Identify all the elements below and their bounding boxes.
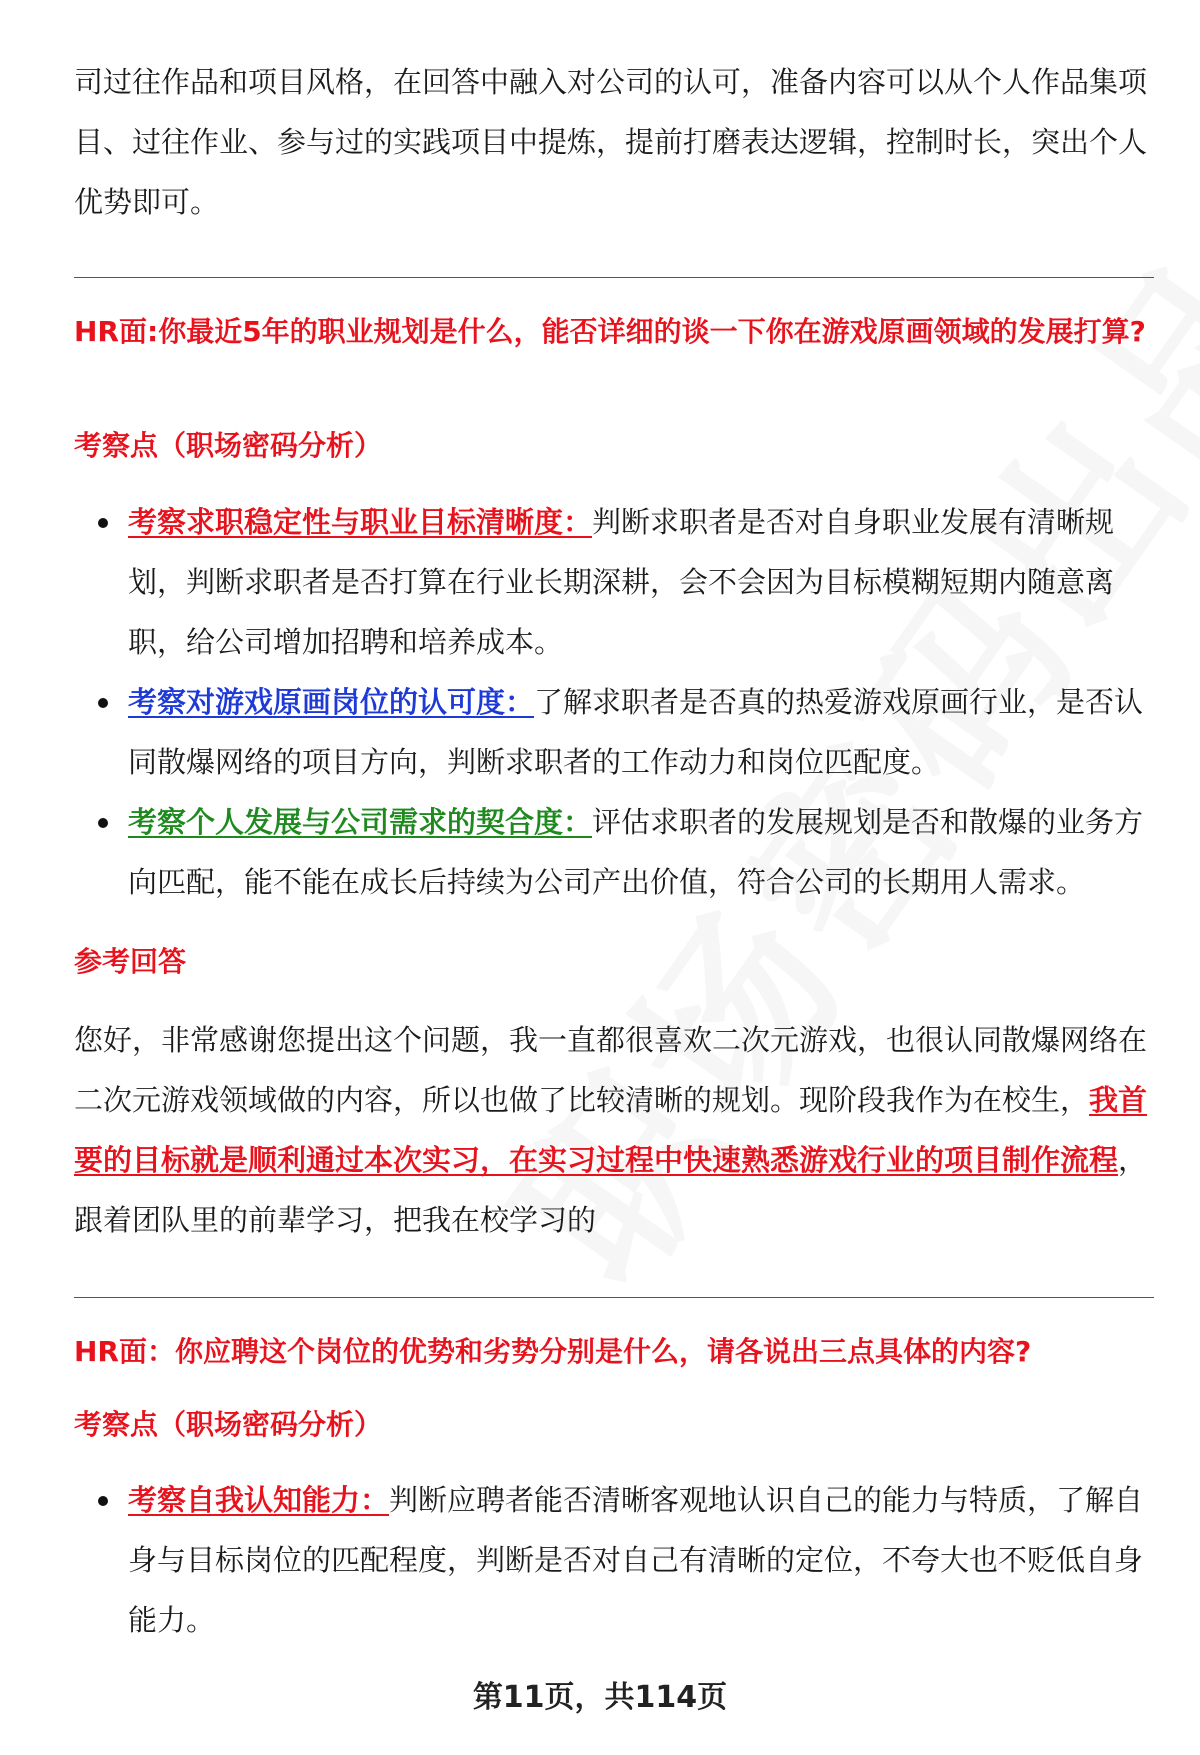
question-title-1: HR面:你最近5年的职业规划是什么，能否详细的谈一下你在游戏原画领域的发展打算? (74, 315, 1146, 348)
analysis-list-2 (74, 1470, 1154, 1650)
analysis-label-2: 考察点（职场密码分析） (74, 1408, 383, 1441)
point-text: 评估求职者的发展规划是否和散爆的业务方向匹配，能不能在成长后持续为公司产出价值，符合公司的长期用人需求。 (128, 805, 1144, 899)
analysis-label-1: 考察点（职场密码分析） (74, 429, 383, 462)
analysis-point (74, 492, 1154, 672)
point-keyword: 考察自我认知能力： (128, 1483, 390, 1517)
point-keyword: 考察求职稳定性与职业目标清晰度： (128, 505, 593, 539)
answer-text-post: ，跟着团队里的前辈学习，把我在校学习的 (74, 1143, 1148, 1237)
point-keyword: 考察个人发展与公司需求的契合度： (128, 805, 593, 839)
bullet-icon (98, 518, 108, 528)
point-keyword: 考察对游戏原画岗位的认可度： (128, 685, 535, 719)
intro-paragraph: 司过往作品和项目风格，在回答中融入对公司的认可，准备内容可以从个人作品集项目、过往作业、参与过的实践项目中提炼，提前打磨表达逻辑，控制时长，突出个人优势即可。 (74, 65, 1148, 219)
analysis-point (74, 1470, 1154, 1650)
bullet-icon (98, 818, 108, 828)
answer-text-pre: 您好，非常感谢您提出这个问题，我一直都很喜欢二次元游戏，也很认同散爆网络在二次元游戏领域做的内容，所以也做了比较清晰的规划。现阶段我作为在校生， (74, 1023, 1148, 1117)
answer-highlight: 我首要的目标就是顺利通过本次实习，在实习过程中快速熟悉游戏行业的项目制作流程 (74, 1083, 1148, 1177)
section-divider (74, 1297, 1154, 1298)
point-text: 了解求职者是否真的热爱游戏原画行业，是否认同散爆网络的项目方向，判断求职者的工作动力和岗位匹配度。 (128, 685, 1144, 779)
analysis-list-1 (74, 492, 1154, 912)
question-title-2: HR面：你应聘这个岗位的优势和劣势分别是什么，请各说出三点具体的内容? (74, 1335, 1032, 1368)
bullet-icon (98, 698, 108, 708)
section-divider (74, 277, 1154, 278)
point-text: 判断求职者是否对自身职业发展有清晰规划，判断求职者是否打算在行业长期深耕，会不会因为目标模糊短期内随意离职，给公司增加招聘和培养成本。 (128, 505, 1115, 659)
analysis-point (74, 672, 1154, 792)
point-text: 判断应聘者能否清晰客观地认识自己的能力与特质，了解自身与目标岗位的匹配程度，判断是否对自己有清晰的定位，不夸大也不贬低自身能力。 (128, 1483, 1144, 1637)
answer-label: 参考回答 (74, 945, 187, 978)
answer-paragraph (74, 1010, 1154, 1250)
analysis-point (74, 792, 1154, 912)
page-number: 第11页，共114页 (472, 1680, 728, 1715)
bullet-icon (98, 1496, 108, 1506)
